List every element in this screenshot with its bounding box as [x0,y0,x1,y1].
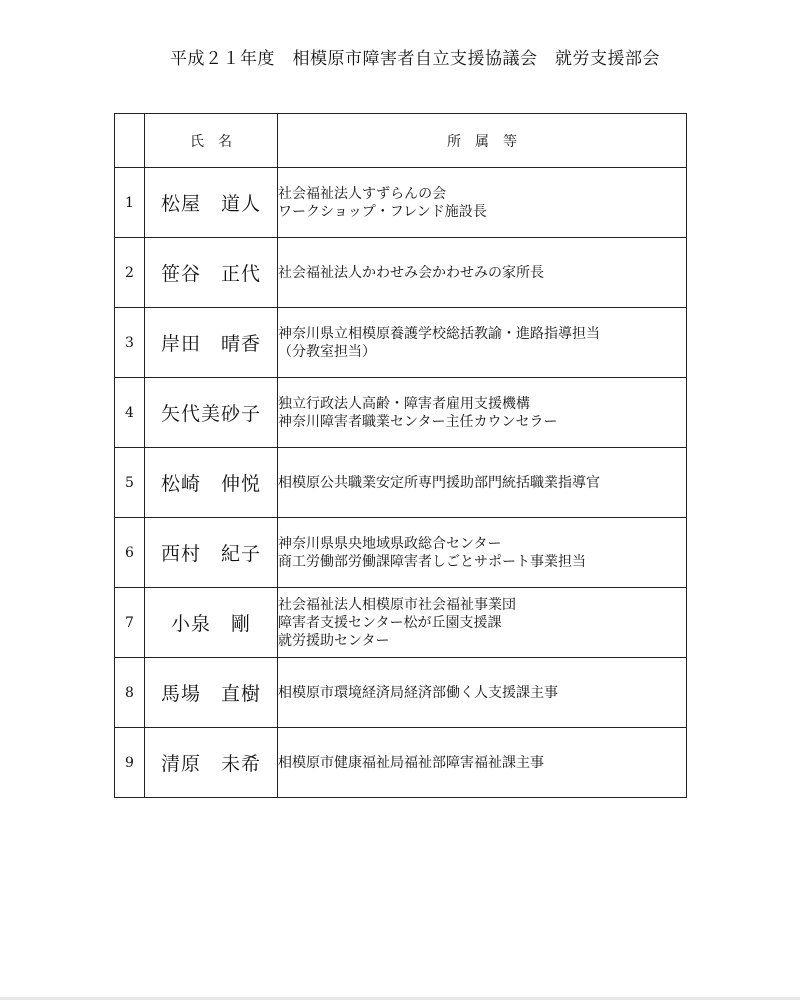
member-affiliation [278,308,687,378]
member-name: 西村 紀子 [145,518,278,588]
affiliation-line: 社会福祉法人相模原市社会福祉事業団 [278,596,516,613]
member-affiliation [278,658,687,728]
member-affiliation [278,448,687,518]
table-row [115,168,687,238]
affiliation-line: （分教室担当） [278,343,376,360]
member-name: 小泉 剛 [145,588,278,658]
table-header-row [115,114,687,168]
affiliation-line: 相模原公共職業安定所専門援助部門統括職業指導官 [278,474,600,491]
table-row [115,308,687,378]
table-row [115,378,687,448]
affiliation-line: 神奈川県立相模原養護学校総括教諭・進路指導担当 [278,325,600,342]
row-number: 5 [115,448,145,518]
row-number: 6 [115,518,145,588]
row-number: 7 [115,588,145,658]
member-name: 矢代美砂子 [145,378,278,448]
table-row [115,238,687,308]
member-affiliation [278,378,687,448]
member-affiliation [278,588,687,658]
affiliation-line: 相模原市環境経済局経済部働く人支援課主事 [278,684,558,701]
row-number: 8 [115,658,145,728]
member-name: 清原 未希 [145,728,278,798]
row-number: 1 [115,168,145,238]
table-row [115,728,687,798]
member-table [114,113,687,798]
affiliation-line: 独立行政法人高齢・障害者雇用支援機構 [278,395,530,412]
member-name: 笹谷 正代 [145,238,278,308]
member-name: 松崎 伸悦 [145,448,278,518]
member-name: 岸田 晴香 [145,308,278,378]
table-row [115,658,687,728]
row-number: 9 [115,728,145,798]
header-number [115,114,145,168]
affiliation-line: 社会福祉法人すずらんの会 [278,185,447,202]
row-number: 3 [115,308,145,378]
table-row [115,448,687,518]
page-title: 平成２１年度 相模原市障害者自立支援協議会 就労支援部会 [170,49,660,69]
member-affiliation [278,518,687,588]
header-name: 氏 名 [145,114,278,168]
affiliation-line: 神奈川障害者職業センター主任カウンセラー [278,413,558,430]
row-number: 4 [115,378,145,448]
affiliation-line: ワークショップ・フレンド施設長 [278,203,487,220]
affiliation-line: 相模原市健康福祉局福祉部障害福祉課主事 [278,754,544,771]
table-row [115,518,687,588]
member-name: 馬場 直樹 [145,658,278,728]
affiliation-line: 社会福祉法人かわせみ会かわせみの家所長 [278,264,544,281]
affiliation-line: 商工労働部労働課障害者しごとサポート事業担当 [278,553,586,570]
table-row [115,588,687,658]
affiliation-line: 就労援助センター [278,632,390,649]
header-affiliation: 所 属 等 [278,114,687,168]
affiliation-line: 障害者支援センター松が丘園支援課 [278,614,502,631]
member-affiliation [278,238,687,308]
member-name: 松屋 道人 [145,168,278,238]
member-affiliation [278,168,687,238]
member-rows [115,168,687,798]
row-number: 2 [115,238,145,308]
affiliation-line: 神奈川県県央地域県政総合センター [278,535,502,552]
member-affiliation [278,728,687,798]
